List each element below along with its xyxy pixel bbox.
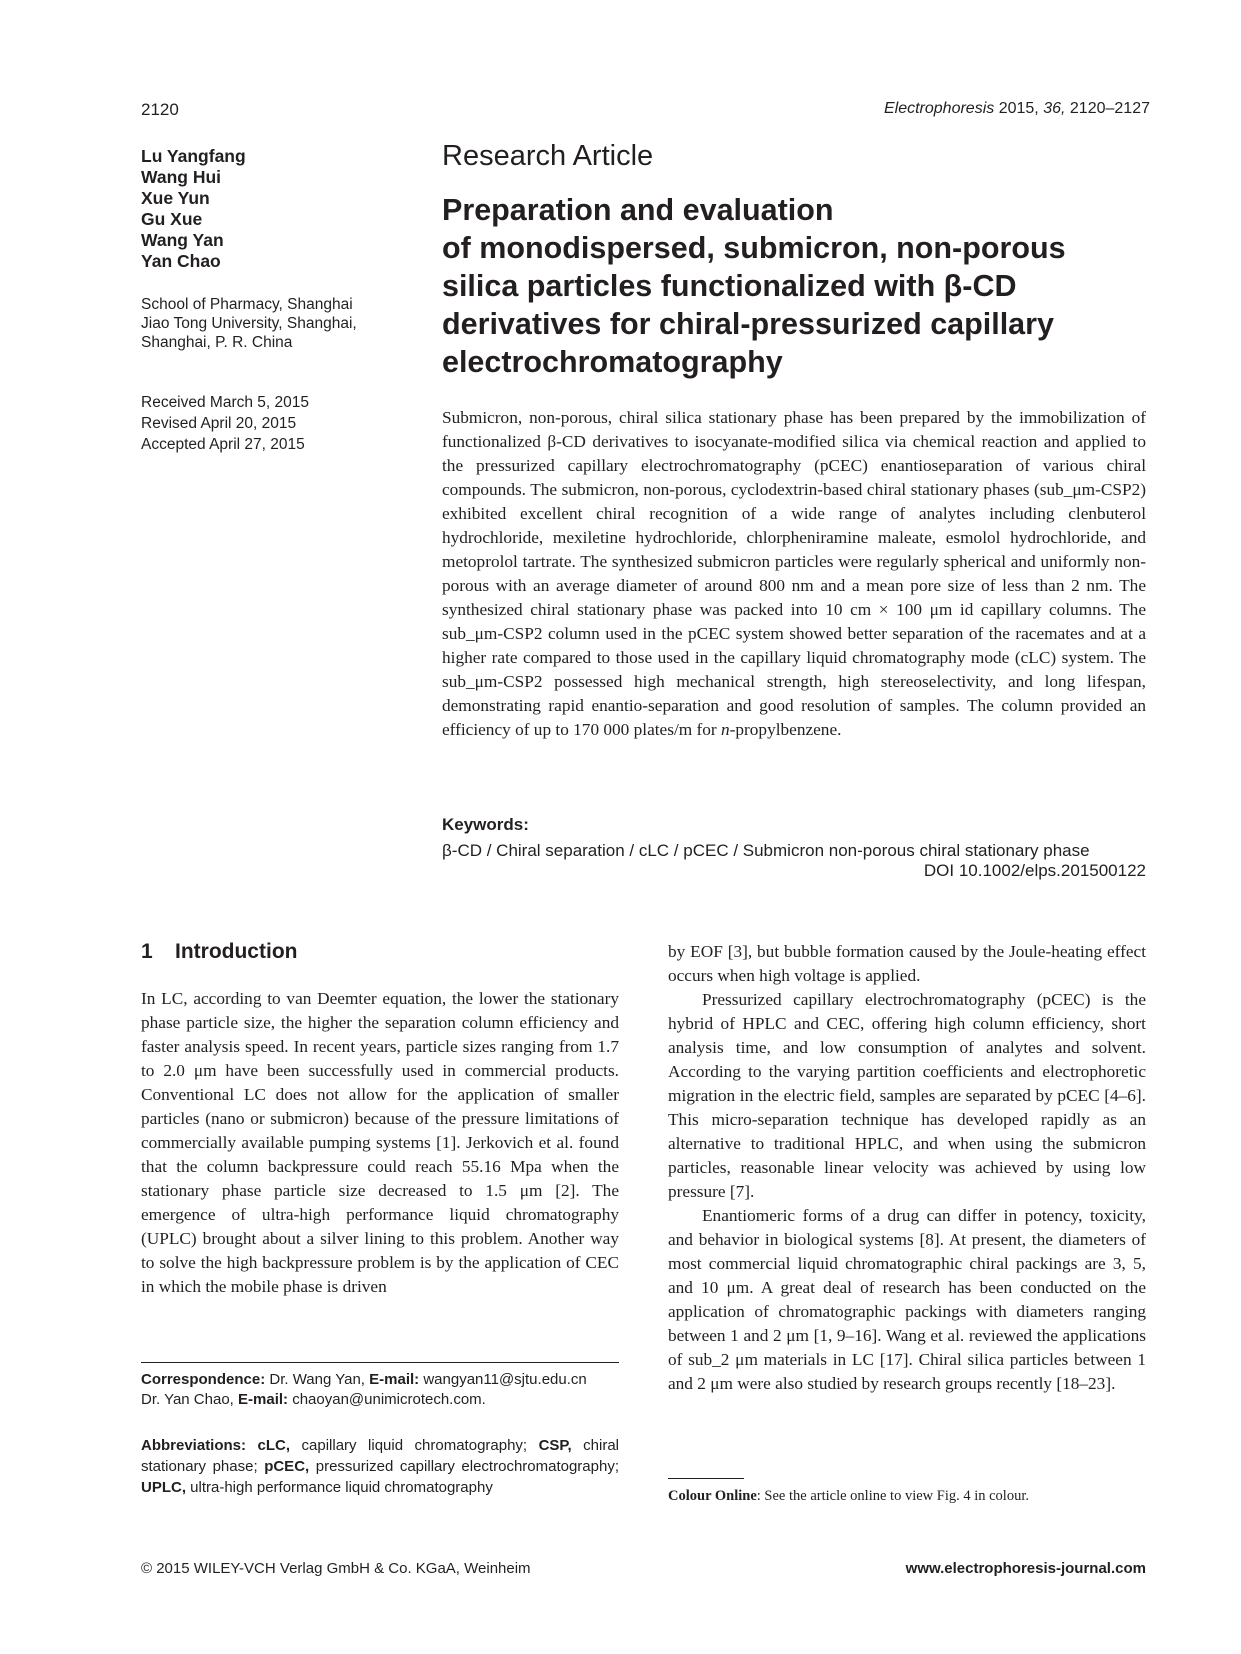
section-number: 1 <box>141 940 153 963</box>
colour-online-label: Colour Online <box>668 1488 757 1504</box>
abbrev-term: cLC, <box>257 1437 291 1454</box>
correspondence-line-1 <box>141 1370 619 1390</box>
affiliation-line: Jiao Tong University, Shanghai, <box>141 315 357 332</box>
author-name: Lu Yangfang <box>141 146 246 166</box>
abbrev-term: UPLC, <box>141 1479 186 1496</box>
intro-paragraph-1-continued: by EOF [3], but bubble formation caused by the Joule-heating effect occurs when high voltage is applied. <box>668 942 1146 985</box>
article-title <box>442 191 1162 381</box>
email-label: E-mail: <box>369 1371 420 1388</box>
received-date: Received March 5, 2015 <box>141 394 310 411</box>
journal-name: Electrophoresis <box>883 100 995 117</box>
abstract-text: Submicron, non-porous, chiral silica stationary phase has been prepared by the immobilization of functionalized β-CD derivatives to isocyanate-modified silica via chemical reaction and applied to the pressurized capillary electrochromatography (pCEC) enantioseparation of various chiral compounds. The submicron, non-porous, cyclodextrin-based chiral stationary phases (sub_μm-CSP2) exhibited excellent chiral recognition of a wide range of analytes including clenbuterol hydrochloride, mexiletine hydrochloride, chlorpheniramine maleate, esmolol hydrochloride, and metoprolol tartrate. The synthesized submicron particles were regularly spherical and uniformly non-porous with an average diameter of around 800 nm and a mean pore size of less than 2 nm. The synthesized chiral stationary phase was packed into 10 cm × 100 μm id capillary columns. The sub_μm-CSP2 column used in the pCEC system showed better separation of the racemates and at a higher rate compared to those used in the capillary liquid chromatography mode (cLC) system. The sub_μm-CSP2 possessed high mechanical strength, high stereoselectivity, and long lifespan, demonstrating rapid enantio-separation and good resolution of samples. The column provided an efficiency of up to 170 000 plates/m for <box>442 408 1146 739</box>
journal-pages: 2120–2127 <box>1069 100 1150 117</box>
correspondence-note <box>141 1370 619 1410</box>
abbrev-def: chiral stationary phase; <box>141 1437 620 1475</box>
author-name: Yan Chao <box>141 251 221 271</box>
author-name: Xue Yun <box>141 188 210 208</box>
intro-paragraph-2: Pressurized capillary electrochromatography (pCEC) is the hybrid of HPLC and CEC, offering high column efficiency, short analysis time, and low consumption of analytes and solvent. According to the varying partition coefficients and electrophoretic migration in the electric field, samples are separated by pCEC [4–6]. This micro-separation technique has developed rapidly as an alternative to traditional HPLC, and when using the submicron particles, reasonable linear velocity was achieved by using low pressure [7]. <box>668 990 1146 1201</box>
intro-paragraph-1: In LC, according to van Deemter equation, the lower the stationary phase particle size, the higher the separation column efficiency and faster analysis speed. In recent years, particle sizes ranging from 1.7 to 2.0 μm have been successfully used in commercial products. Conventional LC does not allow for the application of smaller particles (nano or submicron) because of the pressure limitations of commercially available pumping systems [1]. Jerkovich et al. found that the column backpressure could reach 55.16 Mpa when the stationary phase particle size decreased to 1.5 μm [2]. The emergence of ultra-high performance liquid chromatography (UPLC) brought about a silver lining to this problem. Another way to solve the high backpressure problem is by the application of CEC in which the mobile phase is driven <box>141 989 619 1296</box>
email-link[interactable]: wangyan11@sjtu.edu.cn <box>419 1371 587 1388</box>
correspondence-name: Dr. Yan Chao, <box>141 1391 239 1408</box>
abbrev-term: CSP, <box>538 1437 572 1454</box>
abstract-italic: n <box>721 720 730 739</box>
correspondence-line-2 <box>141 1390 619 1410</box>
section-heading-introduction <box>141 940 297 964</box>
article-dates <box>141 392 401 455</box>
article-type: Research Article <box>442 140 654 172</box>
journal-year: 2015, <box>998 100 1039 117</box>
title-line: derivatives for chiral-pressurized capillary <box>442 307 1054 341</box>
title-line: silica particles functionalized with β-CD <box>442 269 1017 303</box>
abbrev-def: pressurized capillary electrochromatography; <box>309 1458 619 1475</box>
abbreviations-label: Abbreviations: <box>141 1437 247 1454</box>
abbreviations-note <box>141 1435 619 1498</box>
colour-online-text: : See the article online to view Fig. 4 in colour. <box>756 1488 1029 1504</box>
abbrev-def: ultra-high performance liquid chromatography <box>186 1479 493 1496</box>
title-line: Preparation and evaluation <box>442 193 834 227</box>
footnote-divider <box>668 1478 744 1479</box>
abstract-text-end: -propylbenzene. <box>729 720 842 739</box>
author-name: Wang Hui <box>141 167 222 187</box>
affiliation-line: Shanghai, P. R. China <box>141 334 293 351</box>
correspondence-label: Correspondence: <box>141 1371 266 1388</box>
keywords-list: β-CD / Chiral separation / cLC / pCEC / Submicron non-porous chiral stationary phase <box>442 841 1090 860</box>
keywords-heading: Keywords: <box>442 815 529 834</box>
correspondence-name: Dr. Wang Yan, <box>265 1371 370 1388</box>
footnote-divider <box>141 1362 619 1363</box>
revised-date: Revised April 20, 2015 <box>141 415 297 432</box>
author-name: Wang Yan <box>141 230 224 250</box>
colour-online-note <box>668 1488 1029 1505</box>
email-link[interactable]: chaoyan@unimicrotech.com. <box>288 1391 486 1408</box>
abbrev-def: capillary liquid chromatography; <box>290 1437 539 1454</box>
email-label: E-mail: <box>238 1391 289 1408</box>
page-number: 2120 <box>141 100 179 119</box>
section-title: Introduction <box>175 940 298 963</box>
copyright: © 2015 WILEY-VCH Verlag GmbH & Co. KGaA, Weinheim <box>141 1560 531 1577</box>
journal-website-link[interactable]: www.electrophoresis-journal.com <box>905 1560 1146 1577</box>
journal-reference <box>884 100 1150 118</box>
journal-volume: 36, <box>1043 100 1066 117</box>
doi[interactable]: DOI 10.1002/elps.201500122 <box>923 861 1146 880</box>
intro-paragraph-3: Enantiomeric forms of a drug can differ in potency, toxicity, and behavior in biological systems [8]. At present, the diameters of most commercial liquid chromatographic chiral packings are 3, 5, and 10 μm. A great deal of research has been conducted on the application of chromatographic packings with diameters ranging between 1 and 2 μm [1, 9–16]. Wang et al. reviewed the applications of sub_2 μm materials in LC [17]. Chiral silica particles between 1 and 2 μm were also studied by research groups recently [18–23]. <box>668 1206 1146 1393</box>
affiliation <box>141 295 401 352</box>
affiliation-line: School of Pharmacy, Shanghai <box>141 296 353 313</box>
title-line: of monodispersed, submicron, non-porous <box>442 231 1066 265</box>
author-list <box>141 146 401 272</box>
title-line: electrochromatography <box>442 345 783 379</box>
abstract <box>442 406 1146 742</box>
abbrev-term: pCEC, <box>264 1458 310 1475</box>
accepted-date: Accepted April 27, 2015 <box>141 436 305 453</box>
author-name: Gu Xue <box>141 209 203 229</box>
